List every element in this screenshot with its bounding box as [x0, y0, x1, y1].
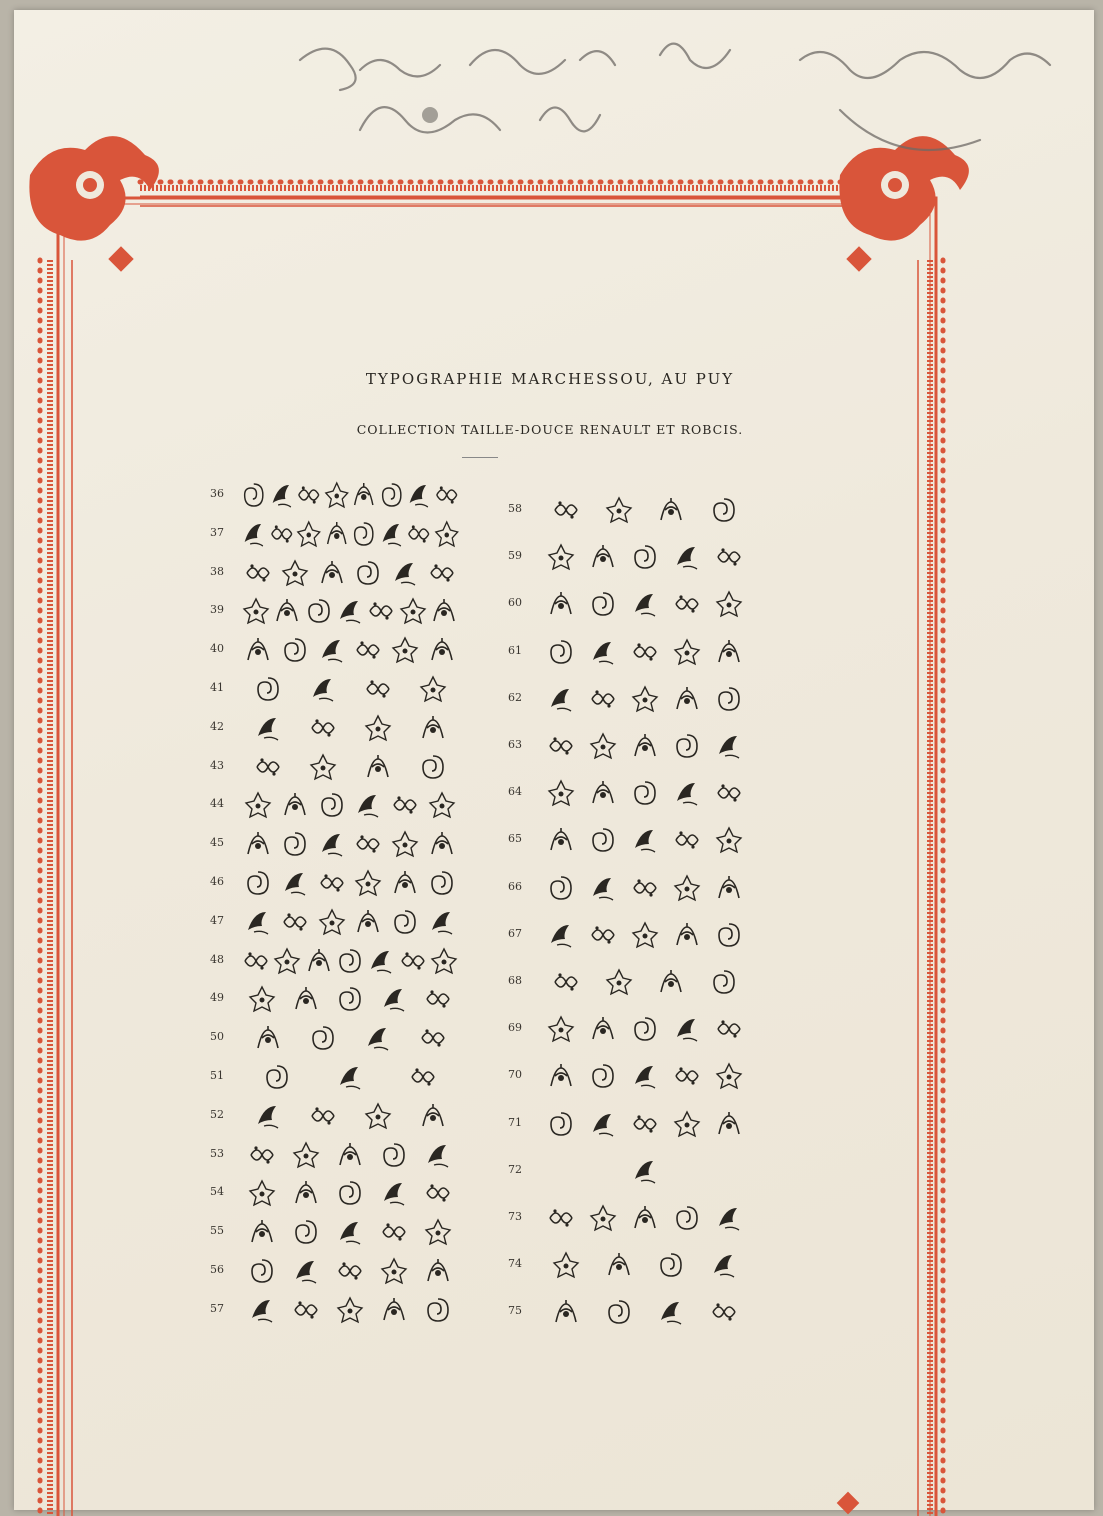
ornament-glyph [391, 636, 419, 664]
ornament-glyph [589, 732, 617, 760]
specimen-row-42 [210, 713, 460, 743]
ornament-glyph [336, 1218, 364, 1246]
ornament-glyph [351, 481, 377, 509]
ornament-glyph [631, 638, 659, 666]
ornament-glyph [434, 481, 460, 509]
ornament-glyph [589, 826, 617, 854]
ornament-glyph [248, 1296, 276, 1324]
ornament-glyph [318, 908, 346, 936]
ornament-glyph [589, 921, 617, 949]
ornament-glyph [605, 496, 633, 524]
ornament-glyph [292, 1257, 320, 1285]
specimen-number: 75 [508, 1304, 522, 1318]
ornament-glyph [241, 481, 267, 509]
ornament-glyph [552, 1251, 580, 1279]
specimen-number: 42 [210, 719, 224, 733]
ornament-glyph [244, 559, 272, 587]
ornament-glyph [589, 779, 617, 807]
ornament-glyph [631, 732, 659, 760]
ornament-glyph [715, 779, 743, 807]
ornament-glyph [673, 732, 701, 760]
specimen-row-44 [210, 790, 460, 820]
ornament-glyph [336, 597, 364, 625]
ornament-glyph [364, 753, 392, 781]
specimen-number: 41 [210, 681, 224, 694]
page-subtitle: COLLECTION TAILLE-DOUCE RENAULT ET ROBCIS. [356, 422, 744, 437]
specimen-number: 69 [508, 1021, 522, 1035]
ornament-glyph [673, 543, 701, 571]
ornament-glyph [244, 908, 272, 936]
ornament-glyph [424, 1257, 452, 1285]
ornament-glyph [631, 1110, 659, 1138]
ornament-glyph [631, 1204, 659, 1232]
ornament-glyph [281, 908, 309, 936]
ornament-glyph [380, 1257, 408, 1285]
ornament-glyph [380, 1296, 408, 1324]
ornament-glyph [552, 496, 580, 524]
ornament-glyph [424, 985, 452, 1013]
ornament-glyph [269, 520, 295, 548]
ornament-glyph [547, 732, 575, 760]
ornament-glyph [391, 830, 419, 858]
specimen-row-43 [210, 752, 460, 782]
ornament-glyph [354, 830, 382, 858]
ornament-glyph [715, 732, 743, 760]
ornament-glyph [248, 985, 276, 1013]
ornament-glyph [242, 947, 270, 975]
specimen-number: 64 [508, 785, 522, 799]
specimen-row-67 [508, 915, 750, 955]
ornament-glyph [631, 543, 659, 571]
ornament-glyph [589, 1204, 617, 1232]
specimen-row-48 [210, 946, 460, 976]
specimen-number: 62 [508, 690, 522, 704]
specimen-number: 74 [508, 1257, 522, 1271]
specimen-number: 40 [210, 642, 224, 656]
specimen-number: 38 [210, 564, 224, 578]
specimen-row-73 [508, 1198, 750, 1238]
ornament-glyph [605, 1298, 633, 1326]
ornament-glyph [589, 1062, 617, 1090]
ornament-glyph [364, 675, 392, 703]
specimen-row-62 [508, 679, 750, 719]
ornament-glyph [419, 1024, 447, 1052]
ornament-glyph [244, 869, 272, 897]
ornament-glyph [715, 685, 743, 713]
ornament-glyph [281, 869, 309, 897]
ornament-glyph [547, 874, 575, 902]
specimen-row-68 [508, 962, 750, 1002]
ornament-glyph [354, 908, 382, 936]
ornament-glyph [673, 685, 701, 713]
specimen-row-57 [210, 1295, 460, 1325]
ornament-glyph [605, 1251, 633, 1279]
specimen-row-74 [508, 1245, 750, 1285]
ornament-glyph [380, 1141, 408, 1169]
ornament-glyph [351, 520, 377, 548]
ornament-glyph [263, 1063, 291, 1091]
ornament-glyph [631, 921, 659, 949]
ornament-glyph [710, 496, 738, 524]
specimen-number: 59 [508, 549, 522, 563]
ornament-glyph [248, 1257, 276, 1285]
ornament-glyph [309, 714, 337, 742]
ornament-glyph [244, 791, 272, 819]
ornament-glyph [269, 481, 295, 509]
ornament-glyph [254, 1102, 282, 1130]
ornament-glyph [292, 1296, 320, 1324]
ornament-glyph [715, 874, 743, 902]
ornament-glyph [419, 753, 447, 781]
specimen-number: 61 [508, 643, 522, 657]
ornament-glyph [715, 638, 743, 666]
specimen-row-72 [508, 1151, 750, 1191]
specimen-number: 70 [508, 1068, 522, 1082]
specimen-number: 71 [508, 1115, 522, 1129]
ornament-glyph [242, 597, 270, 625]
specimen-row-52 [210, 1101, 460, 1131]
ornament-glyph [589, 1110, 617, 1138]
ornament-glyph [248, 1218, 276, 1246]
specimen-row-64 [508, 773, 750, 813]
ornament-glyph [715, 1110, 743, 1138]
ornament-glyph [296, 481, 322, 509]
ornament-glyph [281, 830, 309, 858]
specimen-row-65 [508, 820, 750, 860]
ornament-glyph [336, 1257, 364, 1285]
ornament-glyph [552, 968, 580, 996]
ornament-glyph [547, 1015, 575, 1043]
ornament-glyph [241, 520, 267, 548]
specimen-number: 51 [210, 1069, 224, 1082]
ornament-glyph [254, 1024, 282, 1052]
ornament-glyph [547, 1062, 575, 1090]
ornament-glyph [354, 559, 382, 587]
ornament-glyph [254, 714, 282, 742]
ornament-glyph [428, 830, 456, 858]
ornament-glyph [657, 1298, 685, 1326]
ornament-glyph [318, 869, 346, 897]
ornament-glyph [673, 921, 701, 949]
ornament-glyph [673, 590, 701, 618]
ornament-glyph [354, 869, 382, 897]
ornament-glyph [552, 1298, 580, 1326]
specimen-row-71 [508, 1104, 750, 1144]
ornament-glyph [364, 1102, 392, 1130]
specimen-number: 44 [210, 797, 224, 811]
ornament-glyph [424, 1141, 452, 1169]
ornament-glyph [419, 1102, 447, 1130]
ornament-glyph [336, 1141, 364, 1169]
ornament-glyph [673, 638, 701, 666]
ornament-glyph [673, 1110, 701, 1138]
ornament-glyph [673, 779, 701, 807]
ornament-glyph [354, 636, 382, 664]
specimen-row-46 [210, 868, 460, 898]
ornament-glyph [248, 1141, 276, 1169]
ornament-glyph [309, 1102, 337, 1130]
ornament-glyph [631, 1062, 659, 1090]
ornament-glyph [406, 481, 432, 509]
ornament-glyph [244, 636, 272, 664]
ornament-glyph [673, 1204, 701, 1232]
specimen-row-47 [210, 907, 460, 937]
ornament-glyph [710, 1298, 738, 1326]
ornament-glyph [419, 714, 447, 742]
specimen-number: 47 [210, 913, 224, 927]
specimen-row-51 [210, 1062, 460, 1092]
ornament-glyph [419, 675, 447, 703]
ornament-glyph [430, 947, 458, 975]
ornament-glyph [434, 520, 460, 548]
ornament-glyph [547, 638, 575, 666]
ornament-glyph [296, 520, 322, 548]
ornament-glyph [318, 559, 346, 587]
ornament-glyph [324, 481, 350, 509]
specimen-row-69 [508, 1009, 750, 1049]
ornament-glyph [281, 559, 309, 587]
ornament-glyph [292, 1218, 320, 1246]
ornament-glyph [715, 1062, 743, 1090]
ornament-glyph [336, 947, 364, 975]
ornament-glyph [409, 1063, 437, 1091]
ornament-glyph [380, 1218, 408, 1246]
ornament-glyph [589, 590, 617, 618]
ornament-glyph [318, 636, 346, 664]
specimen-number: 45 [210, 836, 224, 850]
ornament-glyph [710, 1251, 738, 1279]
ornament-glyph [379, 520, 405, 548]
ornament-glyph [715, 921, 743, 949]
ornament-glyph [547, 590, 575, 618]
ornament-glyph [631, 874, 659, 902]
ornament-glyph [318, 791, 346, 819]
ornament-glyph [715, 590, 743, 618]
specimen-row-37 [210, 519, 460, 549]
ornament-glyph [309, 753, 337, 781]
ornament-glyph [424, 1296, 452, 1324]
ornament-glyph [673, 826, 701, 854]
specimen-number: 55 [210, 1224, 224, 1238]
ornament-glyph [547, 921, 575, 949]
ornament-glyph [589, 1015, 617, 1043]
ornament-glyph [428, 908, 456, 936]
specimen-row-39 [210, 596, 460, 626]
specimen-row-70 [508, 1056, 750, 1096]
specimen-row-53 [210, 1140, 460, 1170]
specimen-number: 66 [508, 879, 522, 893]
ornament-glyph [428, 791, 456, 819]
specimen-row-75 [508, 1292, 750, 1332]
ornament-glyph [305, 597, 333, 625]
ornament-glyph [673, 1062, 701, 1090]
ornament-glyph [367, 597, 395, 625]
specimen-number: 48 [210, 952, 224, 966]
ornament-glyph [589, 685, 617, 713]
ornament-glyph [380, 985, 408, 1013]
specimen-row-41 [210, 674, 460, 704]
specimen-row-56 [210, 1256, 460, 1286]
specimen-row-59 [508, 537, 750, 577]
specimen-number: 67 [508, 926, 522, 940]
specimen-row-63 [508, 726, 750, 766]
ornament-glyph [292, 985, 320, 1013]
ornament-glyph [657, 496, 685, 524]
ornament-glyph [547, 543, 575, 571]
specimen-row-54 [210, 1178, 460, 1208]
ornament-glyph [631, 1015, 659, 1043]
ornament-glyph [391, 559, 419, 587]
title-divider [462, 457, 498, 458]
specimen-number: 65 [508, 832, 522, 846]
specimen-number: 52 [210, 1107, 224, 1121]
specimen-number: 73 [508, 1210, 522, 1223]
ornament-glyph [406, 520, 432, 548]
specimen-row-40 [210, 635, 460, 665]
ornament-glyph [589, 874, 617, 902]
ornament-glyph [273, 597, 301, 625]
ornament-glyph [430, 597, 458, 625]
specimen-row-55 [210, 1217, 460, 1247]
ornament-glyph [657, 1251, 685, 1279]
specimen-row-61 [508, 632, 750, 672]
ornament-glyph [547, 1110, 575, 1138]
ornament-glyph [631, 779, 659, 807]
ornament-glyph [399, 597, 427, 625]
ornament-glyph [631, 590, 659, 618]
specimen-number: 36 [210, 487, 224, 500]
ornament-glyph [292, 1179, 320, 1207]
ornament-glyph [273, 947, 301, 975]
ornament-glyph [547, 779, 575, 807]
ornament-glyph [710, 968, 738, 996]
ornament-glyph [547, 685, 575, 713]
specimen-number: 37 [210, 525, 224, 539]
ornament-glyph [309, 1024, 337, 1052]
ornament-glyph [281, 791, 309, 819]
specimen-number: 56 [210, 1263, 224, 1276]
specimen-number: 68 [508, 974, 522, 987]
specimen-row-60 [508, 584, 750, 624]
ornament-glyph [715, 1204, 743, 1232]
ornament-glyph [336, 1296, 364, 1324]
specimen-row-45 [210, 829, 460, 859]
ornament-glyph [631, 1157, 659, 1185]
handwritten-signature [280, 20, 1103, 190]
page-title: TYPOGRAPHIE MARCHESSOU, AU PUY [365, 370, 735, 388]
ornament-glyph [424, 1218, 452, 1246]
ornament-glyph [305, 947, 333, 975]
specimen-row-50 [210, 1023, 460, 1053]
specimen-number: 63 [508, 738, 522, 751]
ornament-glyph [391, 791, 419, 819]
ornament-glyph [364, 714, 392, 742]
ornament-glyph [354, 791, 382, 819]
specimen-number: 46 [210, 875, 224, 888]
ornament-glyph [657, 968, 685, 996]
ornament-glyph [605, 968, 633, 996]
specimen-number: 53 [210, 1146, 224, 1160]
ornament-glyph [589, 638, 617, 666]
ornament-glyph [254, 753, 282, 781]
specimen-row-38 [210, 558, 460, 588]
ornament-glyph [715, 543, 743, 571]
specimen-row-66 [508, 868, 750, 908]
specimen-number: 50 [210, 1030, 224, 1044]
ornament-glyph [715, 826, 743, 854]
ornament-glyph [336, 1179, 364, 1207]
specimen-number: 39 [210, 603, 224, 617]
ornament-glyph [292, 1141, 320, 1169]
ornament-glyph [281, 636, 309, 664]
specimen-number: 72 [508, 1162, 522, 1176]
ornament-glyph [244, 830, 272, 858]
ornament-glyph [324, 520, 350, 548]
ornament-glyph [428, 869, 456, 897]
ornament-glyph [428, 559, 456, 587]
ornament-glyph [318, 830, 346, 858]
specimen-number: 49 [210, 991, 224, 1005]
ornament-glyph [428, 636, 456, 664]
ornament-glyph [254, 675, 282, 703]
specimen-number: 60 [508, 596, 522, 610]
ornament-glyph [631, 826, 659, 854]
ornament-glyph [336, 985, 364, 1013]
ornament-glyph [336, 1063, 364, 1091]
ornament-glyph [379, 481, 405, 509]
ornament-glyph [248, 1179, 276, 1207]
ornament-glyph [399, 947, 427, 975]
ornament-glyph [391, 908, 419, 936]
specimen-number: 57 [210, 1301, 224, 1315]
ornament-glyph [380, 1179, 408, 1207]
specimen-row-36 [210, 480, 460, 510]
ornament-glyph [424, 1179, 452, 1207]
specimen-number: 58 [508, 502, 522, 515]
specimen-row-49 [210, 984, 460, 1014]
ornament-glyph [367, 947, 395, 975]
ornament-glyph [547, 826, 575, 854]
ornament-glyph [589, 543, 617, 571]
ornament-glyph [673, 874, 701, 902]
ornament-glyph [364, 1024, 392, 1052]
ornament-glyph [391, 869, 419, 897]
ornament-glyph [309, 675, 337, 703]
specimen-row-58 [508, 490, 750, 530]
ornament-glyph [547, 1204, 575, 1232]
specimen-number: 43 [210, 758, 224, 772]
ornament-glyph [673, 1015, 701, 1043]
ornament-glyph [631, 685, 659, 713]
specimen-number: 54 [210, 1185, 224, 1199]
ornament-glyph [715, 1015, 743, 1043]
